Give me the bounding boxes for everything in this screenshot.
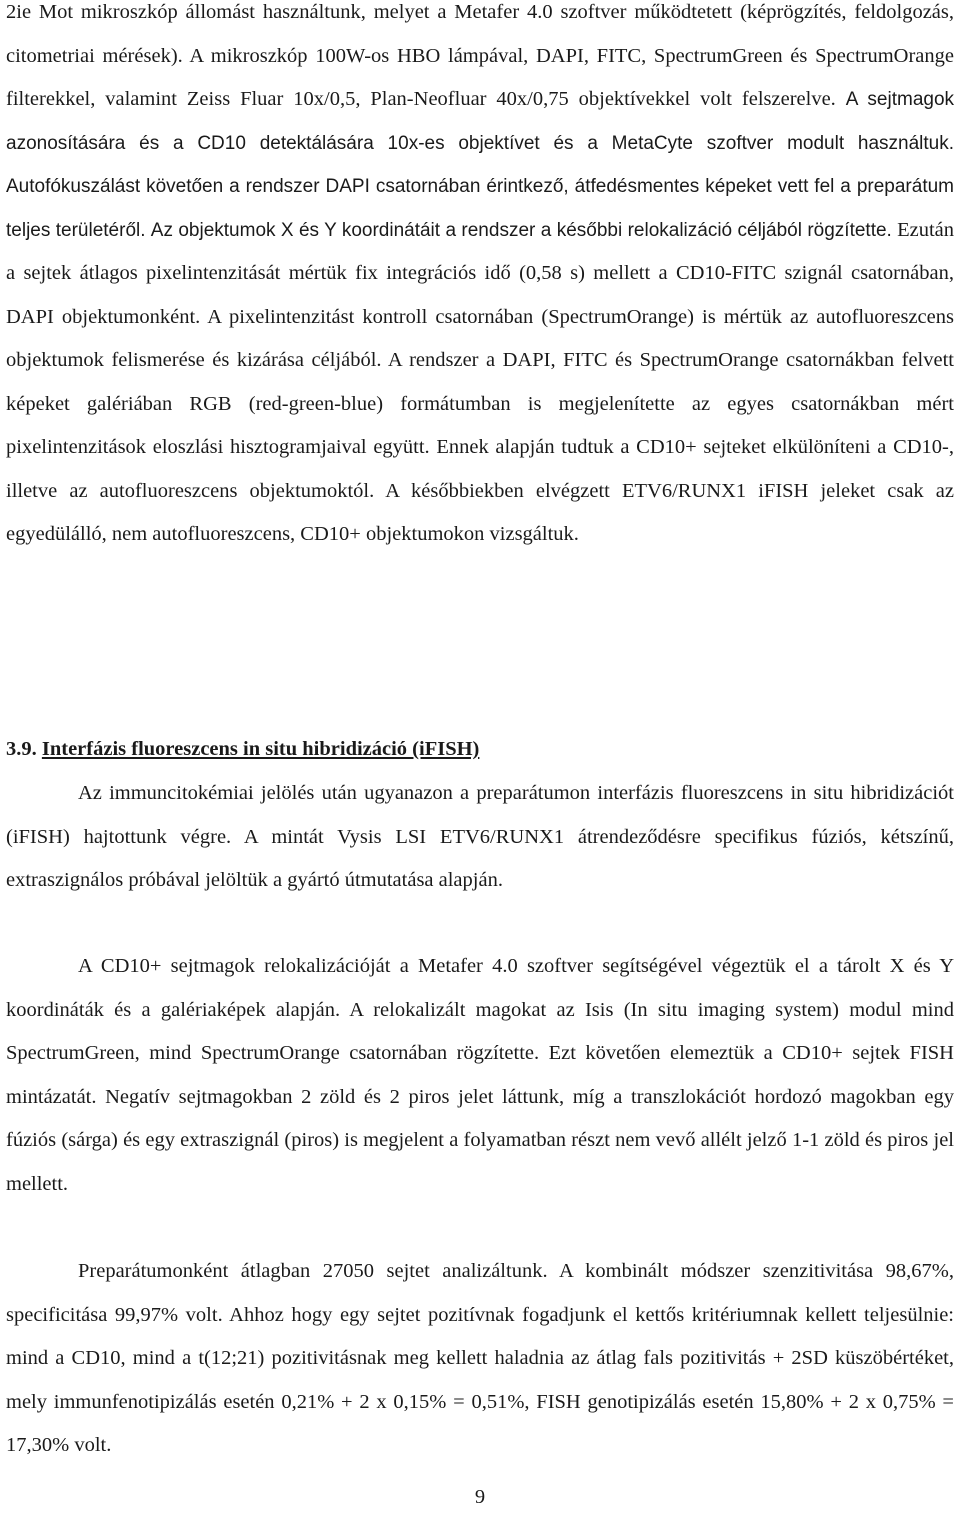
paragraph-metafer-setup: [6, 0, 954, 557]
paragraph-results: Preparátumonként átlagban 27050 sejtet analizáltunk. A kombinált módszer szenzitivitása 98,67%, specificitása 99,97% volt. Ahhoz hogy egy sejtet pozitívnak fogadjunk el kettős kritériumnak kellett teljesülnie: mind a CD10, mind a t(12;21) pozitivitásnak meg kellett haladnia az átlag fals pozitivitás + 2SD küszöbértéket, mely immunfenotipizálás esetén 0,21% + 2 x 0,15% = 0,51%, FISH genotipizálás esetén 15,80% + 2 x 0,75% = 17,30% volt.: [6, 1260, 954, 1456]
page-number: 9: [474, 1486, 486, 1508]
section-title: Interfázis fluoreszcens in situ hibridizáció (iFISH): [41, 738, 480, 760]
sentence-cd10-detection: A sejtmagok azonosítására és a CD10 detektálására 10x-es objektívet és a MetaCyte szoftver modult használtuk. Autofókuszálást követően a rendszer DAPI csatornában érintkező, átfedésmentes képeket vett fel a preparátum teljes területéről.: [6, 89, 955, 241]
sentence-microscope-setup: 2ie Mot mikroszkóp állomást használtunk, melyet a Metafer 4.0 szoftver működtetett (képrögzítés, feldolgozás, citometriai mérések). A mikroszkóp 100W-os HBO lámpával, DAPI, FITC, SpectrumGreen és SpectrumOrange filterekkel, valamint Zeiss Fluar 10x/0,5, Plan-Neofluar 40x/0,75 objektívekkel volt felszerelve.: [6, 1, 954, 110]
paragraph-ifish-intro: Az immuncitokémiai jelölés után ugyanazon a preparátumon interfázis fluoreszcens in situ hibridizációt (iFISH) hajtottunk végre. A mintát Vysis LSI ETV6/RUNX1 átrendeződésre specifikus fúziós, kétszínű, extraszignálos próbával jelöltük a gyártó útmutatása alapján.: [6, 782, 954, 891]
sentence-coordinates: Az objektumok X és Y koordinátáit a rendszer a későbbi relokalizáció céljából rögzítette.: [150, 219, 892, 241]
paragraph-relocalization: A CD10+ sejtmagok relokalizációját a Metafer 4.0 szoftver segítségével végeztük el a tárolt X és Y koordináták és a galériaképek alapján. A relokalizált magokat az Isis (In situ imaging system) modul mind SpectrumGreen, mind SpectrumOrange csatornában rögzítette. Ezt követően elemeztük a CD10+ sejtek FISH mintázatát. Negatív sejtmagokban 2 zöld és 2 piros jelet láttunk, míg a transzlokációt hordozó magokban egy fúziós (sárga) és egy extraszignál (piros) is megjelent a folyamatban részt nem vevő allélt jelző 1-1 zöld és piros jel mellett.: [6, 955, 954, 1195]
section-number: 3.9.: [6, 738, 37, 760]
document-page: [6, 0, 954, 1509]
section-heading: [6, 728, 954, 772]
sentence-pixel-intensity: Ezután a sejtek átlagos pixelintenzitását mértük fix integrációs idő (0,58 s) mellett a CD10-FITC szignál csatornában, DAPI objektumonként. A pixelintenzitást kontroll csatornában (SpectrumOrange) is mértük az autofluoreszcens objektumok felismerése és kizárása céljából. A rendszer a DAPI, FITC és SpectrumOrange csatornákban felvett képeket galériában RGB (red-green-blue) formátumban is megjelenítette az egyes csatornákban mért pixelintenzitások eloszlási hisztogramjaival együtt. Ennek alapján tudtuk a CD10+ sejteket elkülöníteni a CD10-, illetve az autofluoreszcens objektumoktól. A későbbiekben elvégzett ETV6/RUNX1 iFISH jeleket csak az egyedülálló, nem autofluoreszcens, CD10+ objektumokon vizsgáltuk.: [6, 218, 955, 545]
